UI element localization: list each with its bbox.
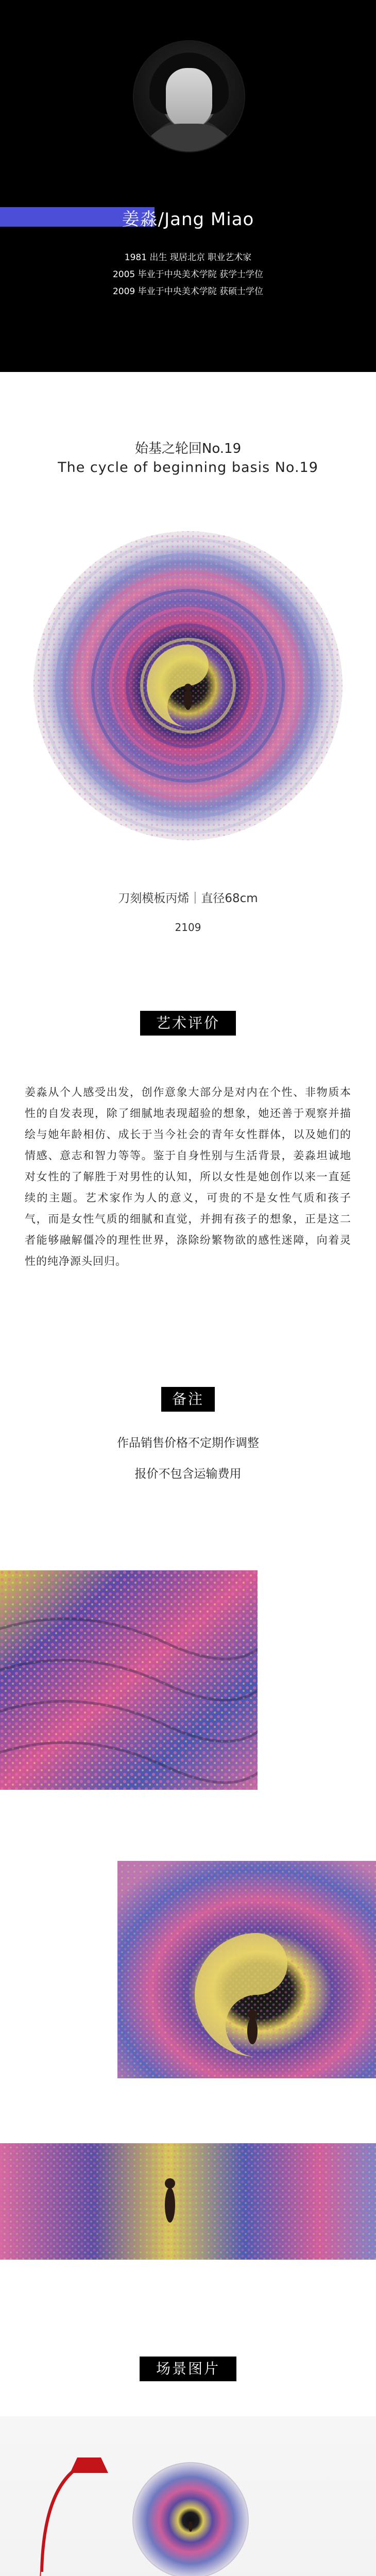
- review-text: 姜淼从个人感受出发，创作意象大部分是对内在个性、非物质本性的自发表现，除了细腻地表现超验的想象，她还善于观察并描绘与她年龄相仿、成长于当今社会的青年女性群体，以及她们的情感、意志和智力等等。鉴于自身性别与生活背景，姜淼坦诚地对女性的了解胜于对男性的认知，所以女性是她创作以来一直延续的主题。艺术家作为人的意义，可贵的不是女性气质和孩子气，而是女性气质的细腻和直觉，并拥有孩子的想象，正是这二者能够融解僵冷的理性世界，涤除纷繁物欲的感性迷障，向着灵性的纯净源头回归。: [25, 1086, 351, 1267]
- artist-avatar: [133, 40, 245, 152]
- note-shipping: 报价不包含运输费用: [134, 1467, 242, 1481]
- notes-heading: 备注: [161, 1387, 215, 1412]
- artist-name: 姜淼/Jang Miao: [122, 209, 254, 230]
- detail-image-3: [0, 2143, 376, 2260]
- scene-image: [0, 2416, 376, 2576]
- bio-line-master: 2009 毕业于中央美术学院 获硕士学位: [112, 286, 264, 297]
- bio-line-bachelor: 2005 毕业于中央美术学院 获学士学位: [112, 269, 264, 280]
- detail-image-2: [117, 1861, 376, 2078]
- scene-heading: 场景图片: [140, 2357, 236, 2381]
- artwork-image: [27, 524, 349, 847]
- artwork-title-cn: 始基之轮回No.19: [134, 441, 242, 456]
- artwork-year: 2109: [175, 921, 201, 934]
- review-heading: 艺术评价: [140, 1011, 236, 1036]
- note-price: 作品销售价格不定期作调整: [117, 1436, 259, 1450]
- detail-image-1: [0, 1570, 258, 1790]
- artwork-medium-size: 刀刻模板丙烯｜直径68cm: [118, 892, 258, 905]
- artwork-title-en: The cycle of beginning basis No.19: [58, 460, 318, 476]
- bio-line-birth: 1981 出生 现居北京 职业艺术家: [124, 252, 252, 263]
